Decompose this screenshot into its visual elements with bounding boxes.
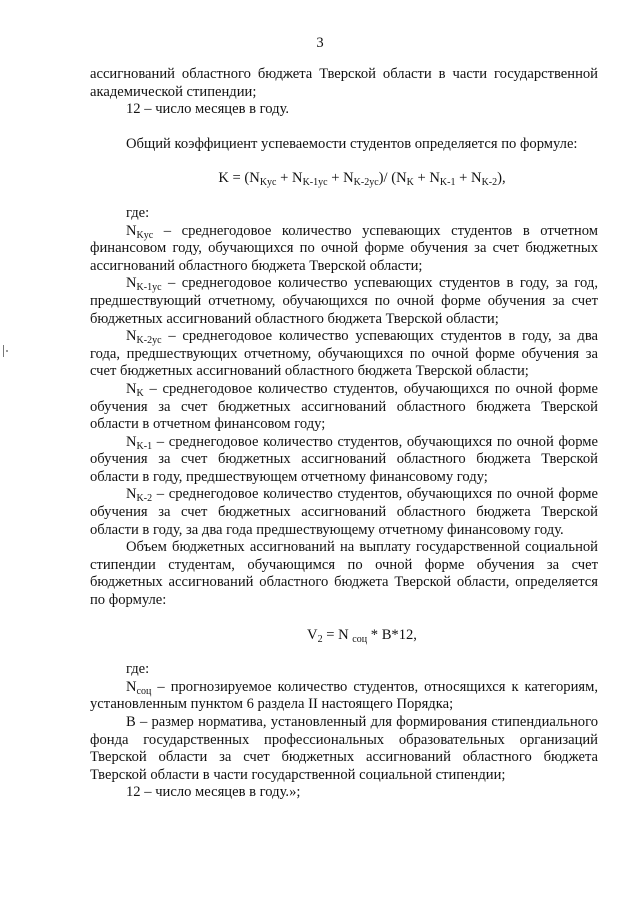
def-symbol: N — [126, 433, 137, 450]
def-subscript: K-1ус — [136, 282, 162, 294]
formula-subscript: 2 — [317, 633, 323, 645]
definition-b — [90, 714, 598, 784]
last-line: 12 – число месяцев в году.»; — [126, 784, 301, 801]
def-text: – среднегодовое количество студентов, обучающихся по очной форме обучения за счет бюджетных ассигнований областного бюджета Тверской области в отчетном финансовом году; — [90, 380, 598, 433]
document-body — [90, 66, 598, 802]
formula-subscript: K-2 — [481, 177, 498, 189]
formula-subscript: Kус — [259, 177, 277, 189]
definition-n-k-us — [90, 223, 598, 276]
where-label-2: где: — [126, 661, 150, 678]
formula-text: + N — [276, 170, 303, 187]
definition-n-k2-us — [90, 328, 598, 381]
def-text: – среднегодовое количество успевающих студентов в году, за два года, предшествующих отчетному, обучающихся по очной форме обучения за счет бюджетных ассигнований областного бюджета Тверской области; — [90, 328, 598, 380]
def-subscript: соц — [136, 685, 152, 697]
volume-paragraph: Объем бюджетных ассигнований на выплату государственной социальной стипендии студентам, обучающимся по очной форме обучения за счет бюджетных ассигнований областного бюджета Тверской области, определяется по формуле: — [90, 539, 598, 609]
formula-text: + N — [455, 170, 482, 187]
intro-paragraph-3: Общий коэффициент успеваемости студентов определяется по формуле: — [126, 135, 578, 152]
where-label-1: где: — [126, 204, 150, 221]
formula-text: * B*12, — [367, 626, 417, 643]
def-text: – среднегодовое количество успевающих студентов в отчетном финансовом году, обучающихся по очной форме обучения за счет бюджетных ассигнований областного бюджета Тверской области; — [90, 222, 598, 274]
def-subscript: K-2ус — [136, 335, 162, 347]
formula-text: = N — [322, 626, 353, 643]
formula-subscript: K — [406, 177, 414, 189]
formula-text: + N — [327, 170, 354, 187]
def-text: – прогнозируемое количество студентов, относящихся к категориям, установленным пунктом 6 раздела II настоящего Порядка; — [90, 678, 598, 713]
definition-n-k1 — [90, 434, 598, 487]
formula-text: + N — [413, 170, 440, 187]
scan-margin-dot — [6, 350, 8, 352]
definition-n-k — [90, 381, 598, 434]
formula-subscript: соц — [352, 633, 368, 645]
scan-margin-mark — [3, 345, 4, 357]
formula-text: )/ (N — [378, 170, 407, 187]
def-text: – размер норматива, установленный для формирования стипендиального фонда государственных профессиональных образовательных организаций Тверской области за счет бюджетных ассигнований областного бюджета Тверской области в части государственной социальной стипендии; — [90, 714, 598, 783]
formula-subscript: K-2ус — [353, 177, 379, 189]
def-text: – среднегодовое количество студентов, обучающихся по очной форме обучения за счет бюджетных ассигнований областного бюджета Тверской области в году, за два года предшествующему отчетному финансовому году. — [90, 486, 598, 538]
intro-paragraph-1: ассигнований областного бюджета Тверской области в части государственной академической стипендии; — [90, 66, 598, 100]
formula-text: K = (N — [218, 170, 260, 187]
def-symbol: N — [126, 678, 137, 695]
formula-coefficient — [90, 170, 598, 188]
def-symbol: N — [126, 486, 137, 503]
def-subscript: K-2 — [136, 493, 153, 505]
def-symbol: N — [126, 380, 137, 397]
def-subscript: K — [136, 387, 144, 399]
def-text: – среднегодовое количество студентов, обучающихся по очной форме обучения за счет бюджетных ассигнований областного бюджета Тверской области в году, предшествующем отчетному финансовому году; — [90, 433, 598, 485]
def-subscript: Kус — [136, 229, 154, 241]
definition-n-k1-us — [90, 275, 598, 328]
def-symbol: N — [126, 222, 137, 239]
def-text: – среднегодовое количество успевающих студентов в году, за год, предшествующий отчетному, обучающихся по очной форме обучения за счет бюджетных ассигнований областного бюджета Тверской области; — [90, 275, 598, 327]
def-symbol: N — [126, 328, 137, 345]
definition-n-k2 — [90, 486, 598, 539]
intro-paragraph-2: 12 – число месяцев в году. — [126, 101, 290, 118]
def-symbol: B — [126, 714, 136, 730]
formula-text: ), — [497, 170, 506, 187]
formula-subscript: K-1 — [439, 177, 456, 189]
formula-volume — [90, 627, 598, 645]
formula-text: V — [307, 626, 318, 643]
page-number: 3 — [316, 35, 324, 51]
def-symbol: N — [126, 275, 137, 292]
definition-n-soc — [90, 679, 598, 714]
formula-subscript: K-1ус — [302, 177, 328, 189]
def-subscript: K-1 — [136, 440, 153, 452]
